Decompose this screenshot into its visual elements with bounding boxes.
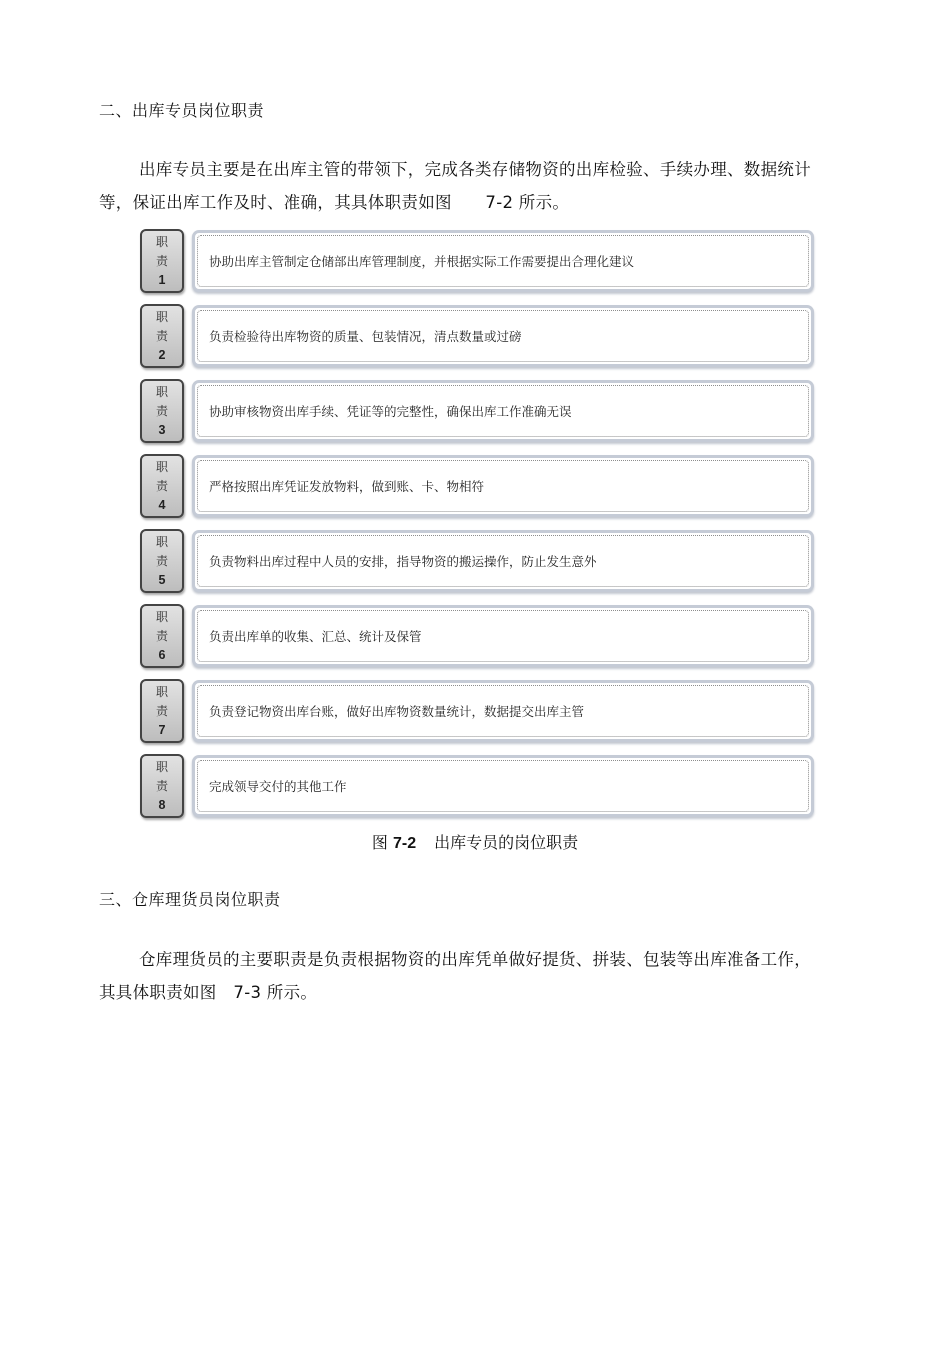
duty-row [140, 604, 814, 670]
duty-badge [140, 304, 184, 368]
duty-number: 3 [158, 422, 166, 437]
duty-row [140, 229, 814, 295]
badge-char: 责 [155, 253, 168, 268]
badge-char: 责 [155, 403, 168, 418]
duty-row [140, 529, 814, 595]
duty-row [140, 454, 814, 520]
duty-box [192, 230, 814, 292]
duty-box [192, 755, 814, 817]
duty-row [140, 754, 814, 820]
badge-char: 职 [155, 684, 168, 699]
duty-text: 负责登记物资出库台账，做好出库物资数量统计，数据提交出库主管 [209, 704, 585, 719]
duty-badge [140, 229, 184, 293]
duty-number: 4 [158, 497, 166, 512]
duty-number: 6 [158, 647, 166, 662]
duty-text: 负责检验待出库物资的质量、包装情况，清点数量或过磅 [209, 329, 522, 344]
duty-number: 1 [158, 272, 166, 287]
duty-badge [140, 529, 184, 593]
badge-char: 责 [155, 703, 168, 718]
duties-diagram [140, 229, 814, 829]
badge-char: 职 [155, 384, 168, 399]
duty-badge [140, 604, 184, 668]
duty-box [192, 380, 814, 442]
duty-box [192, 605, 814, 667]
duty-number: 5 [158, 572, 166, 587]
section-heading-outbound-specialist: 二、出库专员岗位职责 [99, 101, 265, 120]
caption-prefix: 图 [371, 833, 388, 852]
duty-row [140, 304, 814, 370]
duty-text: 完成领导交付的其他工作 [209, 779, 347, 794]
caption-figure-number: 7-2 [392, 835, 417, 852]
section-heading-warehouse-clerk: 三、仓库理货员岗位职责 [99, 890, 281, 909]
duty-number: 8 [158, 797, 166, 812]
duty-box [192, 455, 814, 517]
badge-char: 责 [155, 778, 168, 793]
duty-row [140, 679, 814, 745]
duty-box [192, 305, 814, 367]
duty-number: 2 [158, 347, 166, 362]
badge-char: 职 [155, 234, 168, 249]
figure-caption [0, 832, 950, 855]
duty-text: 负责出库单的收集、汇总、统计及保管 [209, 629, 422, 644]
duty-box [192, 680, 814, 742]
duty-text: 严格按照出库凭证发放物料，做到账、卡、物相符 [209, 479, 485, 494]
badge-char: 职 [155, 459, 168, 474]
duty-box [192, 530, 814, 592]
duty-badge [140, 754, 184, 818]
intro-paragraph-warehouse-clerk: 仓库理货员的主要职责是负责根据物资的出库凭单做好提货、拼装、包装等出库准备工作，其具体职责如图 7-3 所示。 [99, 950, 811, 1002]
badge-char: 责 [155, 328, 168, 343]
badge-char: 职 [155, 534, 168, 549]
badge-char: 责 [155, 628, 168, 643]
duty-row [140, 379, 814, 445]
badge-char: 责 [155, 478, 168, 493]
duty-text: 负责物料出库过程中人员的安排，指导物资的搬运操作，防止发生意外 [209, 554, 597, 569]
badge-char: 职 [155, 759, 168, 774]
duty-badge [140, 454, 184, 518]
duty-text: 协助审核物资出库手续、凭证等的完整性，确保出库工作准确无误 [209, 404, 572, 419]
duty-text: 协助出库主管制定仓储部出库管理制度，并根据实际工作需要提出合理化建议 [209, 254, 635, 269]
duty-number: 7 [158, 722, 166, 737]
badge-char: 职 [155, 609, 168, 624]
intro-paragraph-outbound-specialist: 出库专员主要是在出库主管的带领下，完成各类存储物资的出库检验、手续办理、数据统计等，保证出库工作及时、准确，其具体职责如图 7-2 所示。 [99, 160, 811, 212]
duty-badge [140, 679, 184, 743]
badge-char: 责 [155, 553, 168, 568]
badge-char: 职 [155, 309, 168, 324]
caption-title: 出库专员的岗位职责 [434, 833, 579, 852]
duty-badge [140, 379, 184, 443]
